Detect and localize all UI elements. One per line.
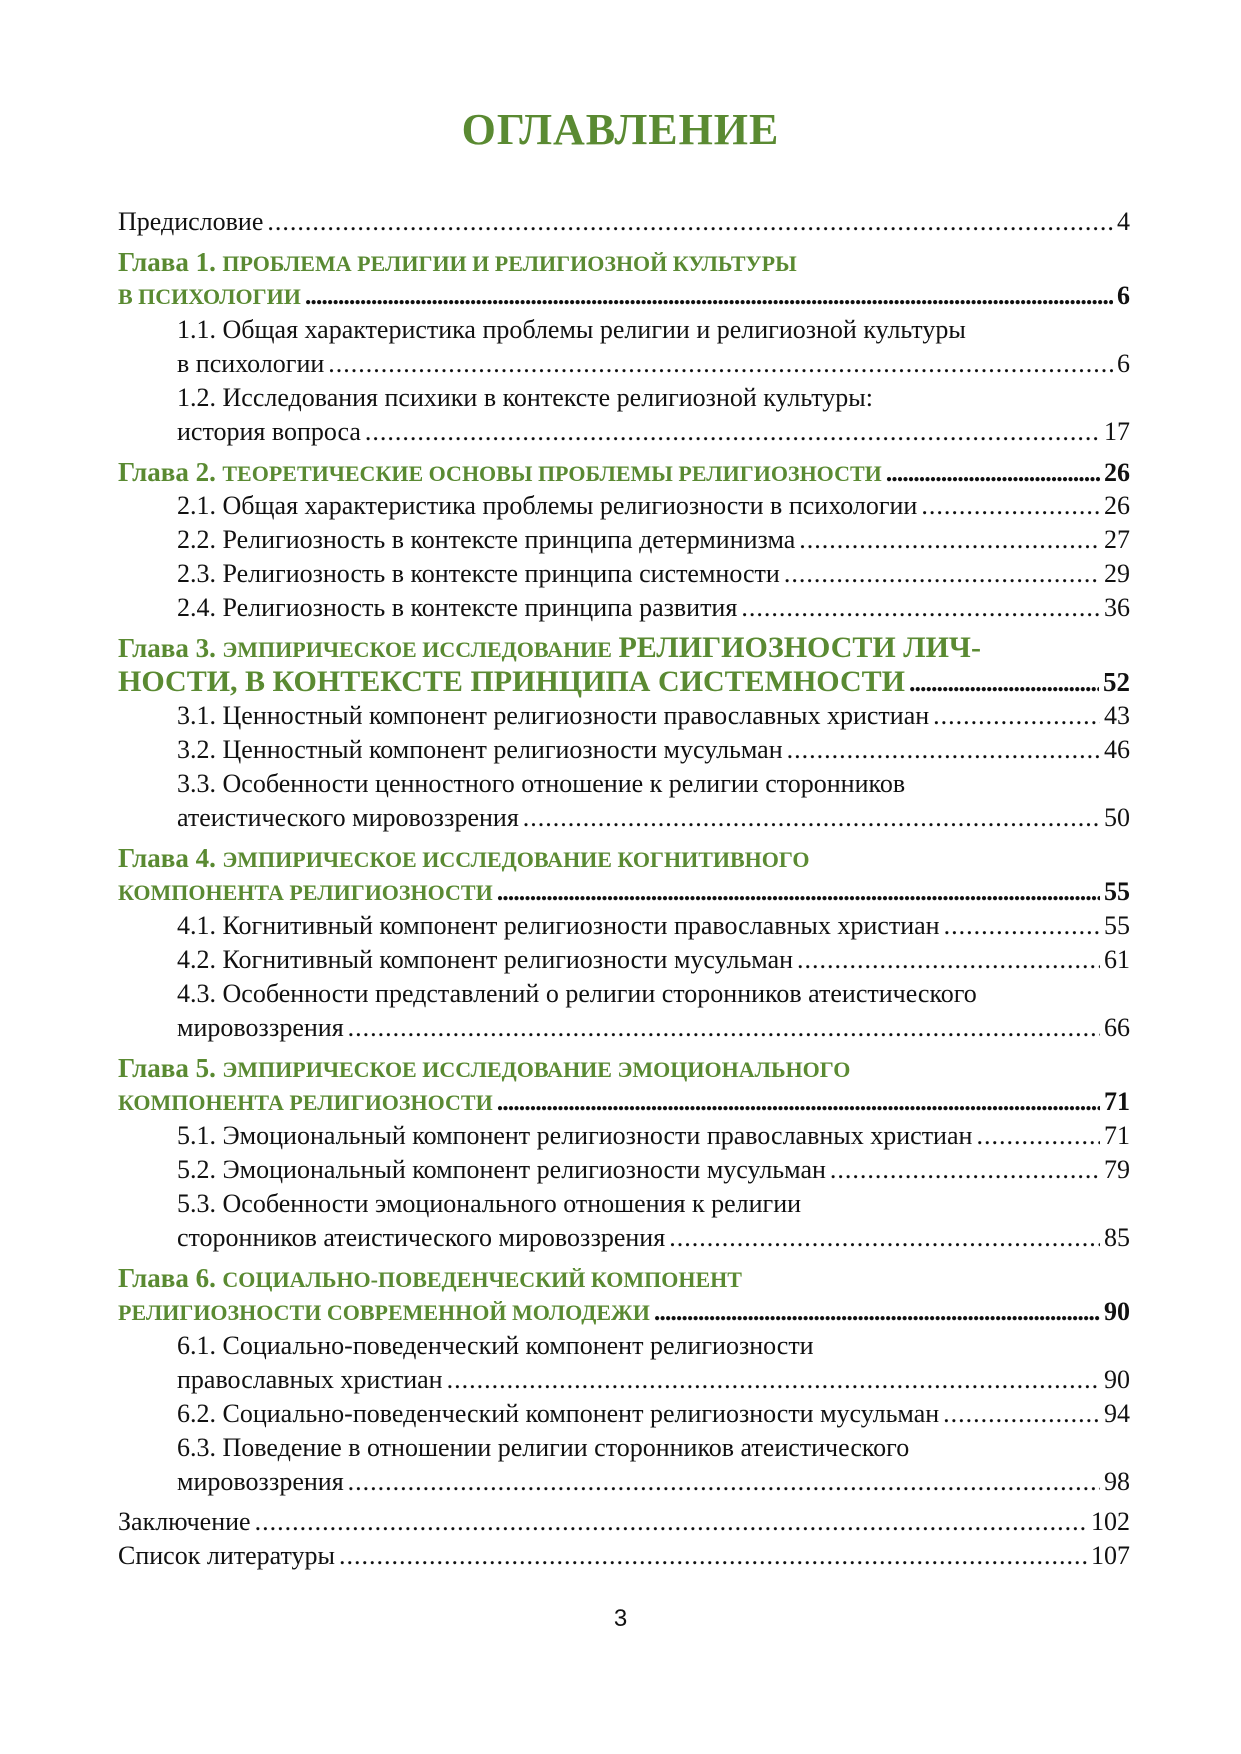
page-number: 3 (613, 1605, 628, 1632)
toc-label-cont: в психологии (177, 349, 325, 378)
leader-dots (365, 415, 1100, 449)
toc-page: 79 (1104, 1155, 1130, 1184)
chapter-title-cont: В ПСИХОЛОГИИ (118, 284, 301, 309)
toc-label-cont: история вопроса (177, 417, 361, 446)
toc-section-4-3-heading[interactable] (118, 977, 1130, 1011)
toc-page: 85 (1104, 1223, 1130, 1252)
toc-label-cont: православных христиан (177, 1365, 443, 1394)
leader-dots (654, 1295, 1100, 1329)
toc-chapter-5[interactable] (118, 1085, 1130, 1119)
toc-section-6-1-heading[interactable] (118, 1329, 1130, 1363)
toc-section-3-3[interactable] (118, 801, 1130, 835)
toc-label: 2.1. Общая характеристика проблемы религиозности в психологии (177, 491, 918, 520)
toc-label: 4.3. Особенности представлений о религии сторонников атеистического (177, 979, 977, 1008)
leader-dots (976, 1119, 1100, 1153)
toc-page: 27 (1104, 525, 1130, 554)
toc-page: 26 (1104, 491, 1130, 520)
chapter-lead: Глава 2. (118, 457, 216, 487)
chapter-title-cont: КОМПОНЕНТА РЕЛИГИОЗНОСТИ (118, 1090, 493, 1115)
chapter-title-cont: НОСТИ, В КОНТЕКСТЕ ПРИНЦИПА СИСТЕМНОСТИ (118, 665, 905, 698)
leader-dots (797, 943, 1100, 977)
toc-chapter-3-heading[interactable] (118, 631, 1130, 665)
toc-label: 2.2. Религиозность в контексте принципа детерминизма (177, 525, 796, 554)
toc-label: 6.1. Социально-поведенческий компонент религиозности (177, 1331, 814, 1360)
chapter-title-cont: РЕЛИГИОЗНОСТИ СОВРЕМЕННОЙ МОЛОДЕЖИ (118, 1300, 650, 1325)
chapter-title: ЭМПИРИЧЕСКОЕ ИССЛЕДОВАНИЕ ЭМОЦИОНАЛЬНОГО (222, 1057, 851, 1082)
toc-page: 61 (1104, 945, 1130, 974)
toc-label: 2.3. Религиозность в контексте принципа системности (177, 559, 780, 588)
chapter-lead: Глава 5. (118, 1053, 216, 1083)
leader-dots (348, 1011, 1100, 1045)
leader-dots (909, 666, 1099, 700)
toc-label: 3.3. Особенности ценностного отношение к религии сторонников (177, 769, 906, 798)
toc-label-cont: атеистического мировоззрения (177, 803, 519, 832)
toc-entry-references[interactable] (118, 1539, 1130, 1573)
toc-label: 4.1. Когнитивный компонент религиозности православных христиан (177, 911, 940, 940)
leader-dots (523, 801, 1100, 835)
toc-chapter-5-heading[interactable] (118, 1051, 1130, 1085)
page-title: ОГЛАВЛЕНИЕ (461, 105, 780, 154)
toc-section-5-2[interactable] (118, 1153, 1130, 1187)
toc-page: 29 (1104, 559, 1130, 588)
toc-section-5-3[interactable] (118, 1221, 1130, 1255)
toc-page: 107 (1091, 1541, 1130, 1570)
leader-dots (886, 456, 1100, 490)
toc-page: 90 (1104, 1297, 1130, 1326)
toc-page: 6 (1117, 349, 1130, 378)
toc-section-1-1[interactable] (118, 347, 1130, 381)
leader-dots (741, 591, 1100, 625)
toc-section-6-2[interactable] (118, 1397, 1130, 1431)
toc-label: Список литературы (118, 1541, 335, 1570)
toc-label-cont: мировоззрения (177, 1467, 344, 1496)
leader-dots (943, 1397, 1100, 1431)
chapter-title: ЭМПИРИЧЕСКОЕ ИССЛЕДОВАНИЕ (222, 637, 612, 662)
chapter-title: СОЦИАЛЬНО-ПОВЕДЕНЧЕСКИЙ КОМПОНЕНТ (222, 1267, 742, 1292)
toc-label: 1.1. Общая характеристика проблемы религии и религиозной культуры (177, 315, 966, 344)
chapter-title: ТЕОРЕТИЧЕСКИЕ ОСНОВЫ ПРОБЛЕМЫ РЕЛИГИОЗНОСТИ (222, 461, 882, 486)
leader-dots (339, 1539, 1087, 1573)
toc-entry-preface[interactable] (118, 205, 1130, 239)
toc-label: 1.2. Исследования психики в контексте религиозной культуры: (177, 383, 873, 412)
leader-dots (784, 557, 1100, 591)
toc-page: 6 (1117, 281, 1130, 310)
toc-page: 98 (1104, 1467, 1130, 1496)
toc-section-4-1[interactable] (118, 909, 1130, 943)
toc-chapter-4[interactable] (118, 875, 1130, 909)
toc-section-2-2[interactable] (118, 523, 1130, 557)
toc-section-3-3-heading[interactable] (118, 767, 1130, 801)
toc-page: 46 (1104, 735, 1130, 764)
toc-label: 6.2. Социально-поведенческий компонент религиозности мусульман (177, 1399, 940, 1428)
leader-dots (921, 489, 1100, 523)
toc-label-cont: сторонников атеистического мировоззрения (177, 1223, 666, 1252)
chapter-title: ЭМПИРИЧЕСКОЕ ИССЛЕДОВАНИЕ КОГНИТИВНОГО (222, 847, 810, 872)
toc-chapter-1-heading[interactable] (118, 245, 1130, 279)
toc-label: Предисловие (118, 207, 264, 236)
toc-section-1-2-heading[interactable] (118, 381, 1130, 415)
toc-label-cont: мировоззрения (177, 1013, 344, 1042)
leader-dots (497, 1085, 1100, 1119)
chapter-lead: Глава 3. (118, 633, 216, 663)
toc-page: 50 (1104, 803, 1130, 832)
leader-dots (944, 909, 1100, 943)
toc-chapter-3[interactable] (118, 665, 1130, 699)
leader-dots (328, 347, 1113, 381)
toc-entry-conclusion[interactable] (118, 1505, 1130, 1539)
toc-page: 43 (1104, 701, 1130, 730)
chapter-lead: Глава 1. (118, 247, 216, 277)
toc-label: 3.1. Ценностный компонент религиозности православных христиан (177, 701, 930, 730)
chapter-title: ПРОБЛЕМА РЕЛИГИИ И РЕЛИГИОЗНОЙ КУЛЬТУРЫ (222, 251, 797, 276)
toc-page: 55 (1104, 911, 1130, 940)
chapter-title-part: РЕЛИГИОЗНОСТИ ЛИЧ- (618, 631, 981, 664)
leader-dots (497, 875, 1100, 909)
leader-dots (348, 1465, 1100, 1499)
toc-chapter-2[interactable] (118, 455, 1130, 489)
toc-label: 5.1. Эмоциональный компонент религиозности православных христиан (177, 1121, 973, 1150)
chapter-lead: Глава 4. (118, 843, 216, 873)
chapter-lead: Глава 6. (118, 1263, 216, 1293)
toc-chapter-6-heading[interactable] (118, 1261, 1130, 1295)
toc-page: 90 (1104, 1365, 1130, 1394)
toc-chapter-1[interactable] (118, 279, 1130, 313)
toc-label: Заключение (118, 1507, 251, 1536)
leader-dots (305, 279, 1113, 313)
toc-chapter-4-heading[interactable] (118, 841, 1130, 875)
toc-section-3-2[interactable] (118, 733, 1130, 767)
toc-section-4-2[interactable] (118, 943, 1130, 977)
toc-label: 5.2. Эмоциональный компонент религиозности мусульман (177, 1155, 826, 1184)
toc-section-4-3[interactable] (118, 1011, 1130, 1045)
toc-page: 94 (1104, 1399, 1130, 1428)
toc-label: 6.3. Поведение в отношении религии сторонников атеистического (177, 1433, 910, 1462)
toc-page: 4 (1117, 207, 1130, 236)
leader-dots (669, 1221, 1100, 1255)
toc-page: 55 (1104, 877, 1130, 906)
toc-page: 66 (1104, 1013, 1130, 1042)
toc-section-6-3-heading[interactable] (118, 1431, 1130, 1465)
toc-page: 102 (1091, 1507, 1130, 1536)
toc-page: 26 (1104, 458, 1130, 487)
toc-label: 5.3. Особенности эмоционального отношения к религии (177, 1189, 802, 1218)
leader-dots (799, 523, 1100, 557)
leader-dots (267, 205, 1113, 239)
leader-dots (830, 1153, 1100, 1187)
toc-section-5-3-heading[interactable] (118, 1187, 1130, 1221)
toc-section-2-1[interactable] (118, 489, 1130, 523)
leader-dots (787, 733, 1100, 767)
toc-chapter-6[interactable] (118, 1295, 1130, 1329)
chapter-title-cont: КОМПОНЕНТА РЕЛИГИОЗНОСТИ (118, 880, 493, 905)
toc-section-1-2[interactable] (118, 415, 1130, 449)
toc-section-3-1[interactable] (118, 699, 1130, 733)
toc-section-6-3[interactable] (118, 1465, 1130, 1499)
toc-label: 2.4. Религиозность в контексте принципа развития (177, 593, 738, 622)
toc-section-5-1[interactable] (118, 1119, 1130, 1153)
toc-section-1-1-heading[interactable] (118, 313, 1130, 347)
table-of-contents (118, 205, 1130, 1573)
toc-label: 3.2. Ценностный компонент религиозности мусульман (177, 735, 783, 764)
toc-section-2-4[interactable] (118, 591, 1130, 625)
toc-page: 71 (1104, 1087, 1130, 1116)
leader-dots (933, 699, 1100, 733)
toc-page: 52 (1103, 667, 1130, 697)
leader-dots (447, 1363, 1100, 1397)
toc-page: 36 (1104, 593, 1130, 622)
toc-label: 4.2. Когнитивный компонент религиозности мусульман (177, 945, 794, 974)
leader-dots (255, 1505, 1087, 1539)
toc-page: 71 (1104, 1121, 1130, 1150)
toc-section-6-1[interactable] (118, 1363, 1130, 1397)
toc-section-2-3[interactable] (118, 557, 1130, 591)
toc-page: 17 (1104, 417, 1130, 446)
